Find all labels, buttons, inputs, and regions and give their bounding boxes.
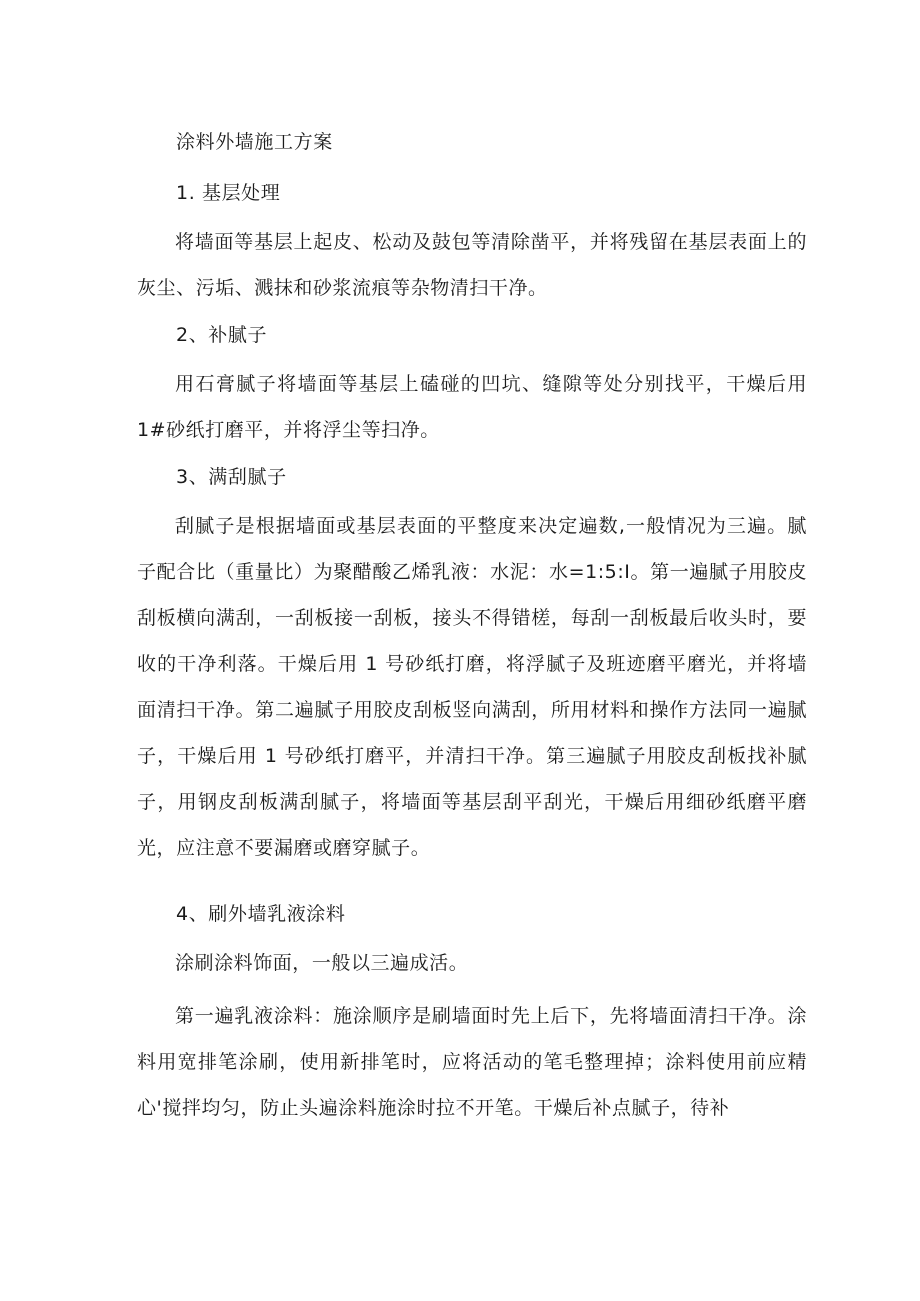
section-4-paragraph-2: 第一遍乳液涂料：施涂顺序是刷墙面时先上后下，先将墙面清扫干净。涂料用宽排笔涂刷，使用新排笔时，应将活动的笔毛整理掉；涂料使用前应精心'搅拌均匀，防止头遍涂料施涂时拉不开笔。干燥后补点腻子，待补: [137, 1005, 807, 1119]
section-3-paragraph-1: 刮腻子是根据墙面或基层表面的平整度来决定遍数,一般情况为三遍。腻子配合比（重量比）为聚醋酸乙烯乳液：水泥：水=1:5:I。第一遍腻子用胶皮刮板横向满刮，一刮板接一刮板，接头不得错槎，每刮一刮板最后收头时，要收的干净利落。干燥后用 1 号砂纸打磨，将浮腻子及班迹磨平磨光，并将墙面清扫干净。第二遍腻子用胶皮刮板竖向满刮，所用材料和操作方法同一遍腻子，干燥后用 1 号砂纸打磨平，并清扫干净。第三遍腻子用胶皮刮板找补腻子，用钢皮刮板满刮腻子，将墙面等基层刮平刮光，干燥后用细砂纸磨平磨光，应注意不要漏磨或磨穿腻子。: [137, 515, 807, 859]
section-4-paragraph-1: 涂刷涂料饰面，一般以三遍成活。: [175, 952, 469, 974]
section-1-paragraph-1: 将墙面等基层上起皮、松动及鼓包等清除凿平，并将残留在基层表面上的灰尘、污垢、溅抹和砂浆流痕等杂物清扫干净。: [137, 231, 807, 299]
section-2-paragraph-1: 用石膏腻子将墙面等基层上磕碰的凹坑、缝隙等处分别找平，干燥后用 1#砂纸打磨平，并将浮尘等扫净。: [137, 373, 807, 441]
section-4-heading: 4、刷外墙乳液涂料: [176, 903, 346, 925]
document-title: 涂料外墙施工方案: [176, 131, 333, 153]
section-1-heading: 1. 基层处理: [176, 182, 281, 204]
section-2-heading: 2、补腻子: [176, 324, 268, 346]
section-3-heading: 3、满刮腻子: [176, 466, 287, 488]
